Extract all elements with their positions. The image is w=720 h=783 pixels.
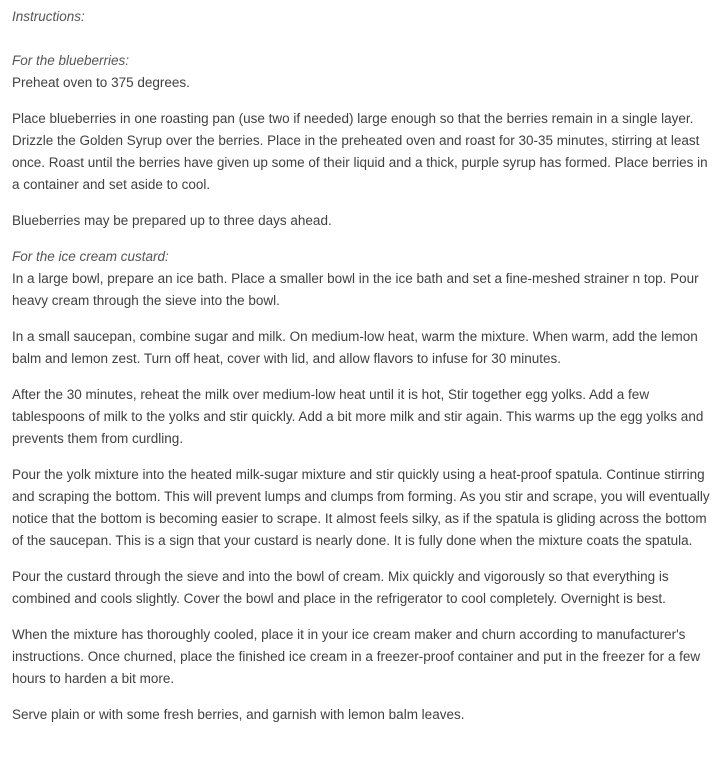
paragraph-preheat: Preheat oven to 375 degrees. bbox=[12, 75, 190, 90]
paragraph-prepare-ahead: Blueberries may be prepared up to three days ahead. bbox=[12, 213, 332, 228]
recipe-instructions bbox=[12, 6, 712, 726]
paragraph-yolk-mixture: Pour the yolk mixture into the heated milk-sugar mixture and stir quickly using a heat-proof spatula. Continue stirring and scraping the bottom. This will prevent lumps and clumps from forming. As you stir and scrape, you will eventually notice that the bottom is becoming easier to scrape. It almost feels silky, as if the spatula is gliding across the bottom of the saucepan. This is a sign that your custard is nearly done. It is fully done when the mixture coats the spatula. bbox=[12, 467, 710, 548]
instructions-heading: Instructions: bbox=[12, 9, 85, 24]
blueberries-subheading: For the blueberries: bbox=[12, 53, 130, 68]
paragraph-serve: Serve plain or with some fresh berries, and garnish with lemon balm leaves. bbox=[12, 707, 465, 722]
paragraph-place-blueberries: Place blueberries in one roasting pan (use two if needed) large enough so that the berries remain in a single layer. Drizzle the Golden Syrup over the berries. Place in the preheated oven and roast for 30-35 minutes, stirring at least once. Roast until the berries have given up some of their liquid and a thick, purple syrup has formed. Place berries in a container and set aside to cool. bbox=[12, 111, 708, 192]
custard-subheading: For the ice cream custard: bbox=[12, 249, 169, 264]
paragraph-ice-bath: In a large bowl, prepare an ice bath. Place a smaller bowl in the ice bath and set a fine-meshed strainer n top. Pour heavy cream through the sieve into the bowl. bbox=[12, 271, 699, 308]
paragraph-churn: When the mixture has thoroughly cooled, place it in your ice cream maker and churn according to manufacturer's instructions. Once churned, place the finished ice cream in a freezer-proof container and put in the freezer for a few hours to harden a bit more. bbox=[12, 627, 701, 686]
paragraph-saucepan: In a small saucepan, combine sugar and milk. On medium-low heat, warm the mixture. When warm, add the lemon balm and lemon zest. Turn off heat, cover with lid, and allow flavors to infuse for 30 minutes. bbox=[12, 329, 698, 366]
paragraph-reheat-milk: After the 30 minutes, reheat the milk over medium-low heat until it is hot, Stir together egg yolks. Add a few tablespoons of milk to the yolks and stir quickly. Add a bit more milk and stir again. This warms up the egg yolks and prevents them from curdling. bbox=[12, 387, 704, 446]
paragraph-sieve: Pour the custard through the sieve and into the bowl of cream. Mix quickly and vigorously so that everything is combined and cools slightly. Cover the bowl and place in the refrigerator to cool completely. Overnight is best. bbox=[12, 569, 669, 606]
